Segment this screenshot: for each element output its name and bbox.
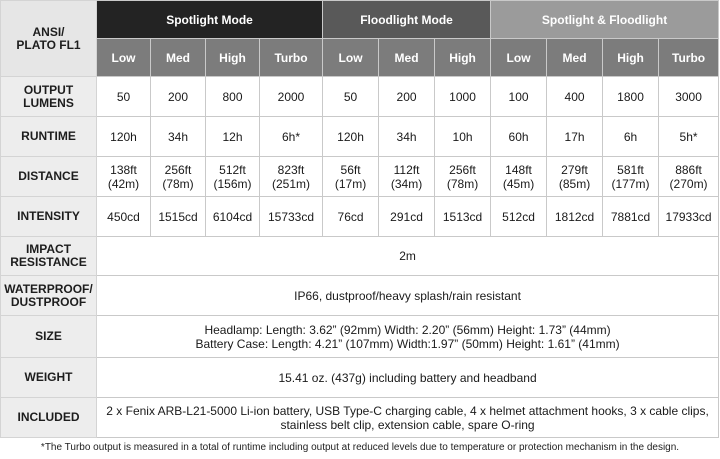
level-header: Low — [97, 39, 151, 77]
table-cell: 7881cd — [603, 197, 659, 237]
table-row-output-lumens — [1, 77, 719, 117]
table-cell: 256ft (78m) — [151, 157, 206, 197]
size-value: Headlamp: Length: 3.62” (92mm) Width: 2.20” (56mm) Height: 1.73” (44mm) Battery Case: Length: 4.21” (107mm) Width:1.97” (50mm) Height: 1.61” (41mm) — [97, 316, 719, 358]
table-cell: 1515cd — [151, 197, 206, 237]
table-row-included — [1, 398, 719, 438]
table-cell: 6h — [603, 117, 659, 157]
table-cell: 512ft (156m) — [206, 157, 260, 197]
level-header: Turbo — [260, 39, 323, 77]
table-row-impact-resistance — [1, 237, 719, 276]
table-cell: 148ft (45m) — [491, 157, 547, 197]
mode-header-spot-and-flood: Spotlight & Floodlight — [491, 1, 719, 39]
row-label-included: INCLUDED — [1, 398, 97, 438]
row-label-distance: DISTANCE — [1, 157, 97, 197]
table-cell: 120h — [323, 117, 379, 157]
table-cell: 15733cd — [260, 197, 323, 237]
row-label-size: SIZE — [1, 316, 97, 358]
table-cell: 60h — [491, 117, 547, 157]
table-cell: 5h* — [659, 117, 719, 157]
level-header: Med — [547, 39, 603, 77]
table-cell: 6104cd — [206, 197, 260, 237]
row-label-waterproof: WATERPROOF/ DUSTPROOF — [1, 276, 97, 316]
table-cell: 400 — [547, 77, 603, 117]
table-cell: 800 — [206, 77, 260, 117]
mode-header-floodlight: Floodlight Mode — [323, 1, 491, 39]
level-header: Med — [379, 39, 435, 77]
table-row-runtime — [1, 117, 719, 157]
waterproof-value: IP66, dustproof/heavy splash/rain resistant — [97, 276, 719, 316]
table-cell: 886ft (270m) — [659, 157, 719, 197]
table-cell: 12h — [206, 117, 260, 157]
table-cell: 2000 — [260, 77, 323, 117]
table-cell: 291cd — [379, 197, 435, 237]
table-row-size — [1, 316, 719, 358]
level-header: High — [206, 39, 260, 77]
table-cell: 17h — [547, 117, 603, 157]
level-header: Low — [491, 39, 547, 77]
level-header: Turbo — [659, 39, 719, 77]
table-cell: 138ft (42m) — [97, 157, 151, 197]
table-cell: 200 — [379, 77, 435, 117]
table-cell: 512cd — [491, 197, 547, 237]
table-cell: 279ft (85m) — [547, 157, 603, 197]
footnote: *The Turbo output is measured in a total of runtime including output at reduced levels due to temperature or protection mechanism in the design. — [40, 442, 680, 453]
mode-header-spotlight: Spotlight Mode — [97, 1, 323, 39]
table-cell: 1513cd — [435, 197, 491, 237]
row-label-weight: WEIGHT — [1, 358, 97, 398]
row-label-output-lumens: OUTPUT LUMENS — [1, 77, 97, 117]
table-cell: 10h — [435, 117, 491, 157]
table-cell: 56ft (17m) — [323, 157, 379, 197]
table-cell: 50 — [97, 77, 151, 117]
mode-header-row — [1, 1, 719, 39]
table-corner-label: ANSI/ PLATO FL1 — [1, 1, 97, 77]
table-cell: 34h — [379, 117, 435, 157]
weight-value: 15.41 oz. (437g) including battery and headband — [97, 358, 719, 398]
level-header: High — [435, 39, 491, 77]
row-label-intensity: INTENSITY — [1, 197, 97, 237]
included-value: 2 x Fenix ARB-L21-5000 Li-ion battery, USB Type-C charging cable, 4 x helmet attachment hooks, 3 x cable clips, stainless belt clip, extension cable, spare O-ring — [97, 398, 719, 438]
level-header: High — [603, 39, 659, 77]
table-cell: 1800 — [603, 77, 659, 117]
table-row-waterproof — [1, 276, 719, 316]
table-cell: 6h* — [260, 117, 323, 157]
row-label-impact-resistance: IMPACT RESISTANCE — [1, 237, 97, 276]
table-row-intensity — [1, 197, 719, 237]
table-cell: 112ft (34m) — [379, 157, 435, 197]
table-cell: 1000 — [435, 77, 491, 117]
row-label-runtime: RUNTIME — [1, 117, 97, 157]
table-cell: 17933cd — [659, 197, 719, 237]
table-cell: 200 — [151, 77, 206, 117]
table-row-distance — [1, 157, 719, 197]
impact-resistance-value: 2m — [97, 237, 719, 276]
table-cell: 120h — [97, 117, 151, 157]
table-cell: 100 — [491, 77, 547, 117]
level-header: Med — [151, 39, 206, 77]
table-cell: 3000 — [659, 77, 719, 117]
table-cell: 581ft (177m) — [603, 157, 659, 197]
table-cell: 256ft (78m) — [435, 157, 491, 197]
table-cell: 1812cd — [547, 197, 603, 237]
table-cell: 823ft (251m) — [260, 157, 323, 197]
table-row-weight — [1, 358, 719, 398]
table-cell: 450cd — [97, 197, 151, 237]
table-cell: 50 — [323, 77, 379, 117]
table-cell: 34h — [151, 117, 206, 157]
level-header: Low — [323, 39, 379, 77]
level-header-row — [1, 39, 719, 77]
table-cell: 76cd — [323, 197, 379, 237]
